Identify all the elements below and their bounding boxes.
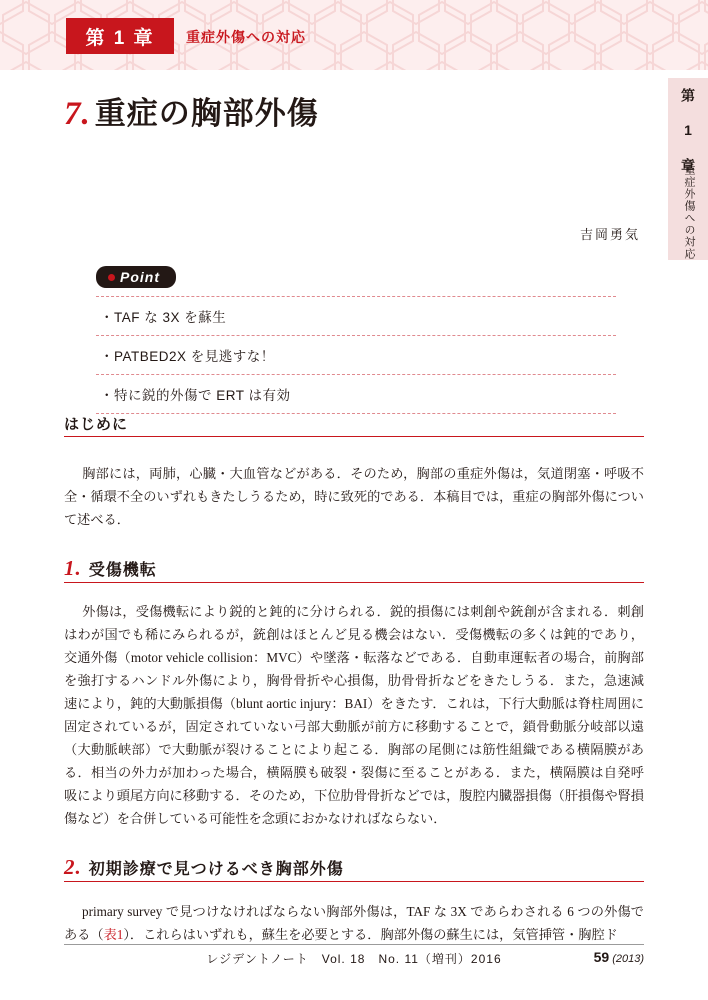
page-title	[64, 88, 319, 133]
author-name: 吉岡勇気	[579, 227, 640, 242]
point-list	[96, 296, 616, 414]
chapter-tag: 第 1 章	[66, 18, 174, 54]
paragraph-section-2	[64, 900, 644, 946]
section-divider	[64, 881, 644, 882]
point-badge	[96, 266, 176, 288]
side-chapter-tab	[668, 78, 708, 260]
top-band	[0, 0, 708, 70]
side-tab-inner	[668, 78, 708, 260]
section-1-label: 受傷機転	[88, 562, 157, 579]
list-item: ・特に鋭的外傷で ERT は有効	[96, 375, 616, 414]
section-heading-2	[64, 855, 344, 880]
list-item: ・TAF な 3X を蘇生	[96, 296, 616, 336]
side-tab-subtitle: 重症外傷への対応	[683, 164, 695, 260]
footer-journal: レジデントノート Vol. 18 No. 11（増刊）2016	[206, 952, 502, 966]
paragraph-section-1	[64, 600, 644, 830]
side-tab-title: 第 1 章	[680, 88, 696, 174]
footer-page-number	[594, 949, 644, 965]
footer-divider	[64, 944, 644, 945]
section-heading-1	[64, 556, 157, 581]
point-box	[96, 266, 616, 414]
paragraph-section-1-text: 外傷は，受傷機転により鋭的と鈍的に分けられる．鋭的損傷には刺創や銃創が含まれる．刺創はわが国でも稀にみられるが，銃創はほとんど見る機会はない．受傷機転の多くは鈍的であり，交通外傷（motor vehicle collision：MVC）や墜落・転落などである．自動車運転者の場合，前胸部を強打するハンドル外傷により，胸骨骨折や心損傷，肋骨骨折などをきたしうる．また，急速減速により，鈍的大動脈損傷（blunt aortic injury：BAI）をきたす．これは，下行大動脈は脊柱周囲に固定されているが，固定されていない弓部大動脈が前方に移動することで，鎖骨動脈分岐部以遠（大動脈峡部）で大動脈が裂けることにより起こる．胸部の尾側には筋性組織である横隔膜がある．相当の外力が加わった場合，横隔膜も破裂・裂傷に至ることがある．また，横隔膜は自発呼吸により頭尾方向に移動する．そのため，下位肋骨骨折などでは，腹腔内臓器損傷（肝損傷や腎損傷など）を合併している可能性を念頭におかなければならない．	[64, 604, 644, 826]
paragraph-intro	[64, 462, 644, 531]
chapter-subtitle: 重症外傷への対応	[186, 29, 306, 45]
section-heading-intro: はじめに	[64, 416, 129, 433]
paragraph-intro-text: 胸部には，両肺，心臓・大血管などがある．そのため，胸部の重症外傷は，気道閉塞・呼吸不全・循環不全のいずれもきたしうるため，時に致死的である．本稿目では，重症の胸部外傷について述べる．	[64, 466, 644, 527]
section-2-label: 初期診療で見つけるべき胸部外傷	[88, 861, 344, 878]
section-divider	[64, 582, 644, 583]
page-title-text: 重症の胸部外傷	[94, 96, 319, 131]
point-badge-label: Point	[120, 269, 160, 285]
page-title-number: 7.	[64, 96, 91, 132]
table-reference-link[interactable]: 表1	[103, 927, 124, 942]
footer-page-sub: (2013)	[612, 953, 644, 965]
bullet-dot-icon	[108, 274, 115, 281]
section-2-number: 2.	[64, 855, 82, 879]
list-item: ・PATBED2X を見逃すな！	[96, 336, 616, 375]
paragraph-section-2-pre: primary survey で見つけなければならない胸部外傷は，TAF な 3X であらわされる 6 つの外傷である（	[64, 904, 644, 942]
section-1-number: 1.	[64, 556, 82, 580]
section-divider	[64, 436, 644, 437]
footer-page-main: 59	[593, 949, 610, 965]
paragraph-section-2-post: ）．これらはいずれも，蘇生を必要とする．胸部外傷の蘇生には，気管挿管・胸腔ド	[123, 927, 618, 942]
